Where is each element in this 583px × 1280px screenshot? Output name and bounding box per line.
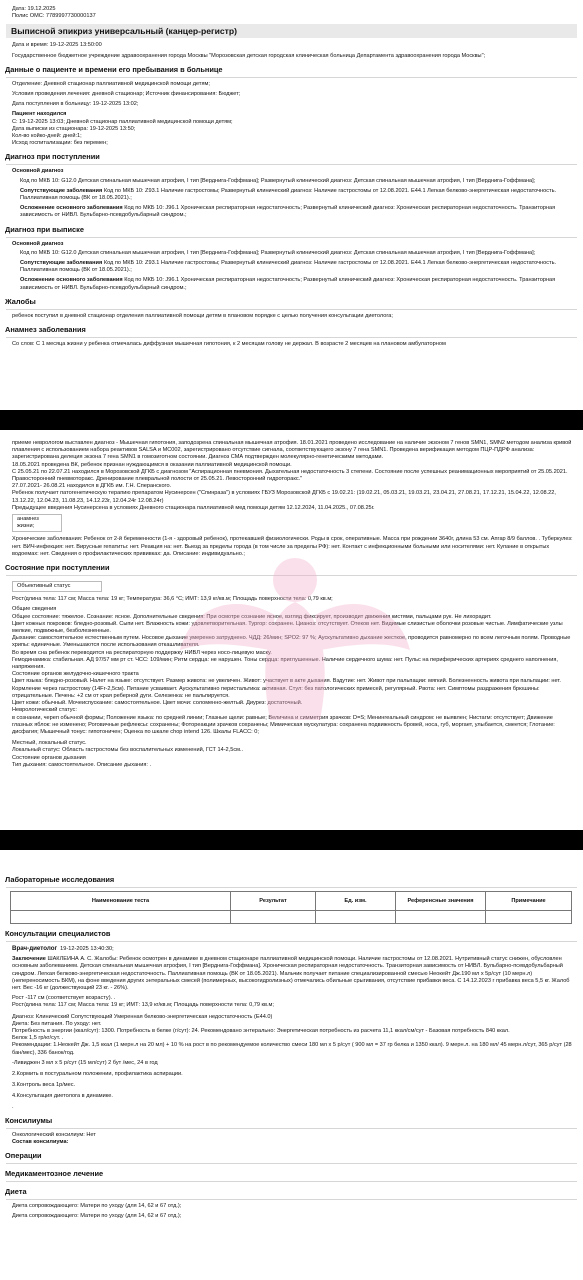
lab-col-unit: Ед. изм. <box>316 892 396 911</box>
organization: Государственное бюджетное учреждение здравоохранения города Москвы "Морозовская детская городская клиническая больница Департамента здравоохранения города Москвы"; <box>12 52 486 59</box>
section-diagnosis-admission: Диагноз при поступлении <box>5 152 100 162</box>
divider <box>6 941 577 942</box>
urine-state: Цвет кожи: обычный. Мочеиспускание: самостоятельное. Цвет мочи: соломенно-желтый. Диурез: достаточный. <box>12 700 303 707</box>
diet-line-2: Диета сопровождающего: Матери по уходу (для 14, 62 и 67 отд.); <box>12 1213 182 1220</box>
divider <box>6 237 577 238</box>
consult-diagnosis: Диагноз: Клинический Сопутствующий Умеренная белково-энергетическая недостаточность (E44.0) <box>12 1013 273 1020</box>
life-anamnesis-box: анамнез жизни; <box>12 514 62 532</box>
lab-col-result: Результат <box>231 892 316 911</box>
page-1 <box>0 0 583 410</box>
anamnesis-p2: 18.05.2021 проведена ВК, ребенок признан нуждающимся в оказании паллиативной медицинской помощи. <box>12 461 292 468</box>
section-lab: Лабораторные исследования <box>5 875 115 884</box>
ventilation: Во время сна ребенок переводится на респираторную поддержку НИВЛ через носо-лицевую маску. <box>12 649 272 656</box>
neuro-heading: Неврологический статус: <box>12 707 77 714</box>
located-heading: Пациент находился <box>12 111 67 118</box>
divider <box>6 1128 577 1129</box>
height-note: Рост -117 см (соответствует возрасту). . <box>12 995 116 1002</box>
page-3 <box>0 850 583 1280</box>
rec-3: 3.Контроль веса 1р/мес. <box>12 1082 76 1089</box>
consult-protein: Белок 1,5 гр/кг/сут. . <box>12 1035 64 1042</box>
page-gap <box>0 830 583 850</box>
section-diet: Диета <box>5 1187 27 1197</box>
divider <box>6 1163 577 1164</box>
section-anamnesis: Анамнез заболевания <box>5 325 86 335</box>
council-composition: Состав консилиума: <box>12 1139 69 1146</box>
main-diagnosis-heading: Основной диагноз <box>12 168 64 175</box>
section-diagnosis-discharge: Диагноз при выписке <box>5 224 84 234</box>
complication-heading: Осложнение основного заболевания <box>20 205 123 212</box>
main-diagnosis-admission: Код по МКБ 10: G12.0 Детская спинальная мышечная атрофия, I тип [Верднига-Гоффмана]; Развернутый клинический диагноз: Детская спинальная мышечная атрофия, I тип [Верднига-Гоффмана]; <box>20 177 536 184</box>
main-diagnosis-heading: Основной диагноз <box>12 240 64 247</box>
rec-4: 4.Консультация диетолога в динамике. <box>12 1093 113 1100</box>
anamnesis-continued: приеме неврологом выставлен диагноз - Мышечная гипотония, заподозрена спинальная мышечная атрофия. 18.01.2021 проведено исследование на наличие экзоном 7 генов SMN1, SMN2 методом анализа кривой плавления с использованием набора реактивов SALSA и MC002, зарегистрировано отсутствие сигнала, соответствующего экзону 7 гена SMN1. Проведена верификация методом ПЦР-ПДРФ анализа: зарегистрирована делеция экзона 7 гена SMN1 в гомозиготном состоянии. Диагноз СМА подтвержден молекулярно-генетическими методами. <box>12 440 572 461</box>
anamnesis-p4: 27.07.2021- 26.08.21 находился в ДГКБ им. Г.Н. Сперанского. <box>12 483 172 490</box>
divider <box>6 1181 577 1182</box>
complication-admission: Код по МКБ 10: J96.1 Хроническая респираторная недостаточность; Развернутый клинический диагноз: Хроническая респираторная недостаточность. Транзиторная зависимость от НИВЛ. Бульбарно-псевдобульбарный синдром.; <box>20 205 556 219</box>
consult-liquid: -Ливиджен 3 мл х 5 р/сут (15 мл/сут) 2 бут /мес, 24 в год <box>12 1059 158 1066</box>
skin-state: Цвет кожных покровов: бледно-розовый. Сыпи нет. Влажность кожи: удовлетворительная. Тургор: сохранен. Цианоз: отсутствует. Отеков нет. Видимые слизистые оболочки розовые чистые. Лимфатические узлы мелкие, подвижные, безболезненные. <box>12 620 563 635</box>
anamnesis-start: Со слов: С 1 месяца жизни у ребенка отмечалась диффузная мышечная гипотония, к 2 месяцам голову не держал. В возрасте 2 месяцев на плановом амбулаторном <box>12 341 446 348</box>
complication-heading: Осложнение основного заболевания <box>20 277 123 284</box>
document-title: Выписной эпикриз универсальный (канцер-регистр) <box>6 24 577 38</box>
anamnesis-p3: С 25.05.21 по 22.07.21 находился в Морозовской ДГКБ с диагнозом "Аспирационная пневмония. Дыхательная недостаточность 3 степени. Состояние после успешных реанимационных мероприятий от 25.05.2021. Правосторонний пневмоторакс. Дренирование плевральной полости от 25.05.21. Левосторонний гидроторакс." <box>12 468 568 483</box>
divider <box>6 1199 577 1200</box>
consult-date: 19-12-2025 13:40:30; <box>60 946 114 952</box>
resp-state: Тип дыхания: самостоятельное. Описание дыхания: . <box>12 761 152 768</box>
conditions: Условия проведения лечения: дневной стационар; Источник финансирования: Бюджет; <box>12 91 241 98</box>
section-patient: Данные о пациенте и времени его пребывания в больнице <box>5 64 223 74</box>
dot-line: . <box>12 1103 14 1110</box>
complication-discharge: Код по МКБ 10: J96.1 Хроническая респираторная недостаточность; Развернутый клинический диагноз: Хроническая респираторная недостаточность. Транзиторная зависимость от НИВЛ. Бульбарно-псевдобульбарный синдром.; <box>20 277 556 291</box>
section-state-admission: Состояние при поступлении <box>5 563 110 573</box>
concomitant-heading: Сопутствующие заболевания <box>20 260 103 267</box>
oms-line: Полис ОМС: 7789997730000137 <box>12 13 96 20</box>
consult-needs: Потребность в энергии (ккал/сут): 1300. Потребность в белке (г/сут): 24. Рекомендовано энтерально: Энергетическая потребность из расчета 11,1 ккал/см/сут - Базовая потребность 840 ккал. <box>12 1028 510 1035</box>
anamnesis-p5: Ребенок получает патогенетическую терапию препаратом Нусинерсен ("Спинраза") в условиях ГБУЗ Морозовской ДГКБ с 19.02.21: (19.02.21, 05.03.21, 19.03.21, 23.04.21, 27.08.21, 17.12.21, 15.04.22, 12.08.22, 13.12.22, 12.04.23, 11.08.23, 14.12.23г, 12.04.24г 12.08.24г) <box>12 490 556 504</box>
date-line: Дата: 19.12.2025 <box>12 6 56 12</box>
consult-recommendations: Рекомендации: 1.Неокейт Дж. 1,5 ккал (1 мерн.л на 20 мл) + 10 % на рост в по рекомендуемое количество смеси 180 мл х 5 р/сут ( 900 мл = 37 гр белка и 1350 ккал). 9 мерн.л. на 180 мл/ 45 мерн.л/сут, 365 р/сут (28 бан/мес), 336 банок/год. <box>12 1042 572 1056</box>
complaints-text: ребенок поступил в дневной стационар отделения паллиативной помощи детям в плановом порядке с целью получения консультации диетолога; <box>12 312 393 319</box>
page-2 <box>0 430 583 830</box>
neuro-state: в сознании, череп обычной формы; Положение языка: по средней линии; Глазные щели: равные; Величина и симметрия зрачков: D=S; Менингеальный синдром: не выявлен; Нистагм: отсутствует; Движение глазных яблок: не изменено; Роговичные рефлексы: сохранены; Фотореакции зрачков сохранены; Мимическая мускулатура: сохранена подвижность бровей, носа, губ, моргает, улыбается, смеется; Глотание: дисфагия; Мышечный тонус: гипотоничен; Оценка по шкале chop intend 126. Шкалы FLACC: 0; <box>12 714 555 735</box>
gi-heading: Состояние органов желудочно-кишечного тракта <box>12 671 139 678</box>
general-heading: Общие сведения <box>12 606 57 613</box>
concomitant-admission: Код по МКБ 10: Z93.1 Наличие гастростомы; Развернутый клинический диагноз: Наличие гастростомы от 12.08.2021. E44.1 Легкая белково-энергетическая недостаточность. Паллиативная помощь (ВК от 18.05.2021).; <box>20 187 557 202</box>
consult-diet: Диета: Без питания. По уходу: нет. <box>12 1020 102 1027</box>
outcome: Исход госпитализации: без перемен; <box>12 140 108 147</box>
gi-state: Цвет языка: бледно-розовый. Налет на языке: отсутствует. Размер живота: не увеличен. Живот: участвует в акте дыхания. Вздутие: нет. Живот при пальпации: мягкий. Болезненность живота при пальпации: нет. Кормление через гастростому (14Fr-2,5см). Питание усваивает. Аускультативно перистальтика: активная. Стул: без патологических примесей, регулярный. Рвота: нет. Симптомы раздражения брюшины: отрицательные. Печень: +2 см от края реберной дуги. Селезенка: не пальпируется. <box>12 678 561 699</box>
local-state: Локальный статус: Область гастростомы без воспалительных изменений, ГСТ 14-2,5см.. <box>12 747 244 754</box>
divider <box>6 337 577 338</box>
doctor-label: Врач-диетолог <box>12 945 58 952</box>
located-period: С: 19-12-2025 13:03; Дневной стационар паллиативной медицинской помощи детям; <box>12 118 233 125</box>
objective-status-box: Объективный статус <box>12 581 102 592</box>
divider <box>6 575 577 576</box>
breathing-state: Дыхание: самостоятельное естественным путем. Носовое дыхание умеренно затруднено. ЧДД: 26/мин; SPO2: 97 %; Аускультативно дыхание жесткое, проводится равномерно по всем легочным полям. Проводные хрипы: единичные. Уменьшаются после использования откашливателя. <box>12 635 571 649</box>
section-drug-treatment: Медикаментозное лечение <box>5 1169 104 1179</box>
lab-table <box>10 891 572 924</box>
page-gap <box>0 410 583 430</box>
diet-line-1: Диета сопровождающего: Матери по уходу (для 14, 62 и 67 отд.); <box>12 1203 182 1210</box>
divider <box>6 77 577 78</box>
section-complaints: Жалобы <box>5 296 36 306</box>
concomitant-discharge: Код по МКБ 10: Z93.1 Наличие гастростомы; Развернутый клинический диагноз: Наличие гастростомы от 12.08.2021. E44.1 Легкая белково-энергетическая недостаточность. Паллиативная помощь (ВК от 18.05.2021).; <box>20 260 557 274</box>
anthropometry-consult: Рост/длина тела: 117 см; Масса тела: 19 кг; ИМТ: 13,9 кг/кв.м; Площадь поверхности тела: 0,79 кв.м; <box>12 1002 274 1009</box>
conclusion-text: ШАКЛЕИНА А. С. Жалобы: Ребенок осмотрен в динамике в дневном стационаре паллиативной медицинской помощи. Наличие гастростомы от 12.08.2021. Нутритивный статус снижен, обусловлен основным заболеванием. Детская спинальная мышечная атрофия, I тип [Верднига-Гоффмана]. Хроническая респираторная недостаточность. Транзиторная зависимость от НИВЛ. Бульбарно-псевдобульбарный синдром. Легкая белково-энергетическая недостаточность. Паллиативная помощь (ВК от 18.05.2021). Мальчик получает питание специализированной смесью Неокейт Дж.190 мл х 5р/сут (10 мерн.л) (непереносимость БКМ), на фоне введения других энтеральных смесей (полимерных, высокогидролизных) отмечались обильные срыгивания, отсутствие прибавки веса. С 14.12.2023 г прибавка веса 5,5 кг. Жалоб нет. Вес -16 кг (должествующий 23 кг. - 26%). <box>12 956 570 992</box>
resp-heading: Состояние органов дыхания <box>12 754 86 761</box>
department: Отделение: Дневной стационар паллиативной медицинской помощи детям; <box>12 80 210 87</box>
hemodynamics: Гемодинамика: стабильная. АД 97/57 мм рт ст. ЧСС: 109/мин; Ритм сердца: не нарушен. Тоны сердца: приглушенные. Наличие сердечного шума: нет. Пульс на периферических артериях среднего наполнения, напряжения. <box>12 656 558 671</box>
admission-date: Дата поступления в больницу: 19-12-2025 13:02; <box>12 101 139 108</box>
section-consultations: Консультации специалистов <box>5 929 111 938</box>
section-councils: Консилиумы <box>5 1115 53 1125</box>
anamnesis-p6: Предыдущее введения Нусинерсена в условиях Дневного стационара паллиативной мед помощи детям 12.12.2024, 11.04.2025., 07.08.25г. <box>12 504 375 511</box>
lab-col-reference: Референсные значения <box>396 892 486 911</box>
lab-col-note: Примечание <box>486 892 572 911</box>
divider <box>6 309 577 310</box>
lab-col-test: Наименование теста <box>11 892 231 911</box>
anthropometry: Рост/длина тела: 117 см; Масса тела: 19 кг; Температура: 36,6 °С; ИМТ: 13,9 кг/кв.м; Площадь поверхности тела: 0,79 кв.м; <box>12 596 333 603</box>
main-diagnosis-discharge: Код по МКБ 10: G12.0 Детская спинальная мышечная атрофия, I тип [Верднига-Гоффмана]; Развернутый клинический диагноз: Детская спинальная мышечная атрофия, I тип [Верднига-Гоффмана]; <box>20 249 536 256</box>
concomitant-heading: Сопутствующие заболевания <box>20 187 103 194</box>
chronic-diseases: Хронические заболевания: Ребенок от 2-й беременности (1-я - здоровый ребенок), протекавшей физиологически. Роды в срок, оперативные. Масса при рождении 3640г, длина 53 см. Апгар 8/9 баллов. . Туберкулез: нет. ВИЧ-инфекция: нет. Вирусные гепатиты: нет. Реакция на: нет. Выезд за пределы города (в том числе за пределы РФ): нет. Контакт с инфекционными больными или носителями: нет. Купание в открытых водоемах: нет. Сведения о профилактических прививках: да. Описание: индивидуально.; <box>12 536 573 557</box>
divider <box>6 887 577 888</box>
conclusion-label: Заключение <box>12 956 46 963</box>
divider <box>6 164 577 165</box>
onco-council: Онкологический консилиум: Нет <box>12 1131 96 1138</box>
section-operations: Операции <box>5 1151 42 1161</box>
datetime: Дата и время: 19-12-2025 13:50:00 <box>12 42 102 49</box>
local-heading: Местный, локальный статус. <box>12 740 87 747</box>
bed-days: Кол-во койко-дней: дней:1; <box>12 133 82 140</box>
rec-2: 2.Кормить в постуральном положении, профилактика аспирации. <box>12 1071 183 1078</box>
general-state: Общее состояние: тяжелое. Сознание: ясное. Дополнительные сведения: При осмотре сознание ясное, взгляд фиксирует, производит движения кистями, пальцами рук. Не лихорадит. <box>12 613 492 620</box>
discharge-date: Дата выписки из стационара: 19-12-2025 13:50; <box>12 125 136 132</box>
table-row <box>11 911 572 924</box>
